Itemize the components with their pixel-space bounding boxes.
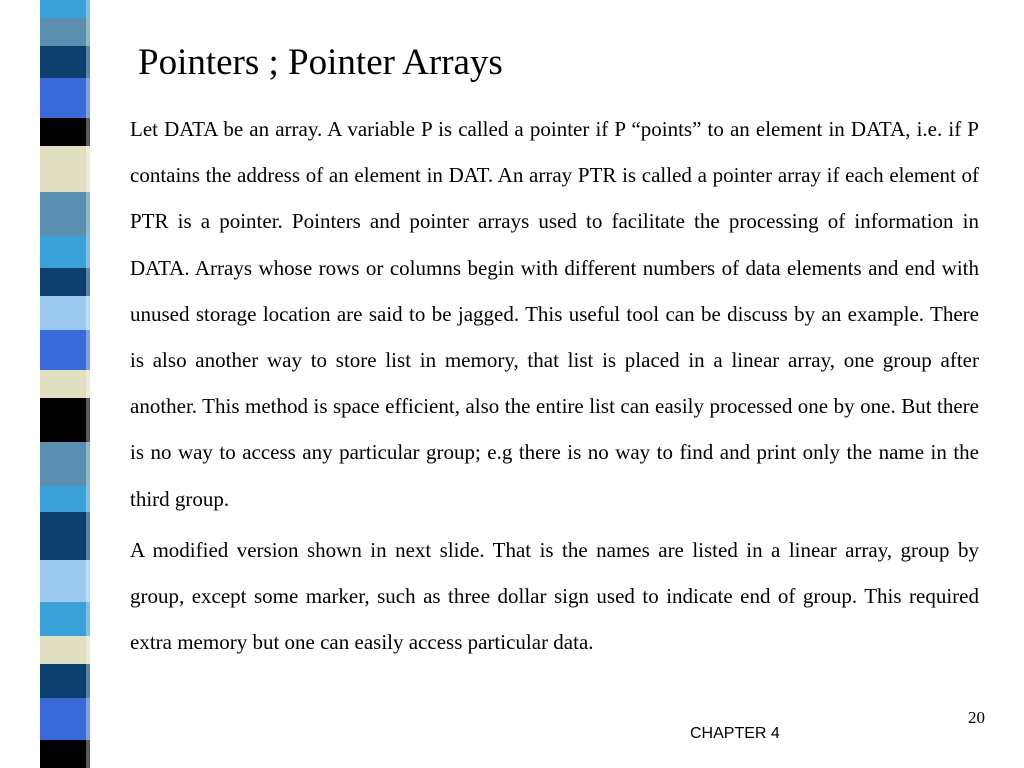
decorative-left-band xyxy=(0,0,118,768)
decorative-blocks-strip xyxy=(0,0,118,768)
paragraph-modified-version: A modified version shown in next slide. That is the names are listed in a linear array, group by group, except some marker, such as three dollar sign used to indicate end of group. This required extra memory but one can easily access particular data. xyxy=(130,537,979,655)
page-number: 20 xyxy=(968,708,985,727)
slide-body xyxy=(130,106,979,665)
paragraph-pointers-intro: Let DATA be an array. A variable P is called a pointer if P “points” to an element in DATA, i.e. if P contains the address of an element in DAT. An array PTR is called a pointer array if each element of PTR is a pointer. Pointers and pointer arrays used to facilitate the processing of information in DATA. Arrays whose rows or columns begin with different numbers of data elements and end with unused storage location are said to be jagged. This useful tool can be discuss by an example. There is also another way to store list in memory, that list is placed in a linear array, one group after another. This method is space efficient, also the entire list can easily processed one by one. But there is no way to access any particular group; e.g there is no way to find and print only the name in the third group. xyxy=(130,117,979,511)
chapter-label: CHAPTER 4 xyxy=(690,725,780,742)
page-title: Pointers ; Pointer Arrays xyxy=(138,42,503,83)
